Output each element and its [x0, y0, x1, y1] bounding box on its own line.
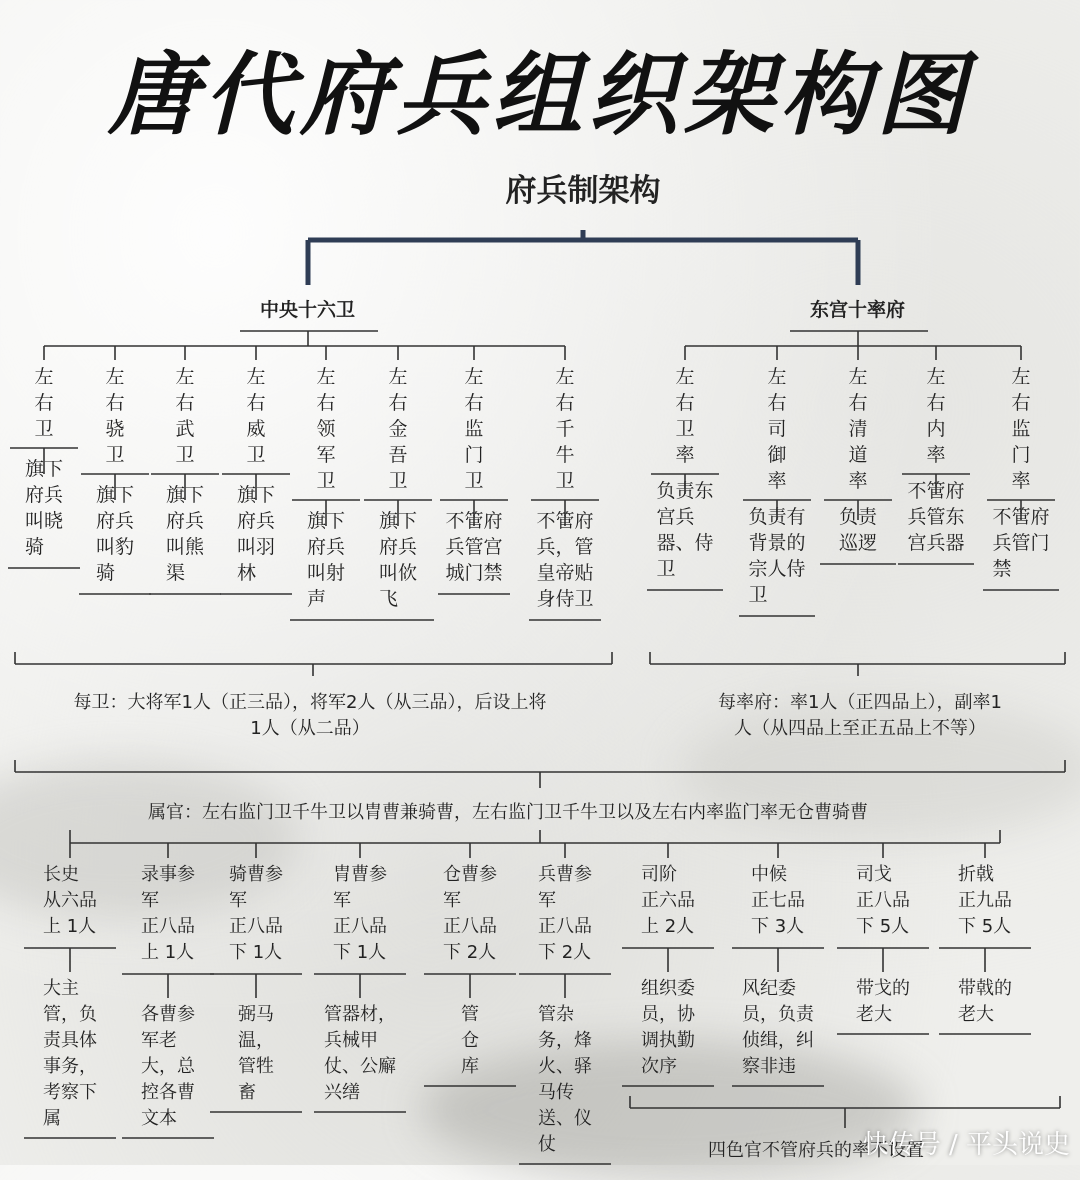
east-unit-desc: 负责 巡逻: [838, 506, 877, 554]
central-unit-name: 左 右 领 军 卫: [316, 366, 336, 492]
central-unit-name: 左 右 骁 卫: [105, 366, 125, 466]
east-unit-desc: 不管府 兵管东 宫兵器: [907, 480, 965, 554]
central-unit-desc: 旗下 府兵 叫射 声: [306, 510, 345, 610]
central-unit-desc: 不管府 兵，管 皇帝贴 身侍卫: [536, 510, 594, 610]
official-rank: 司戈 正八品 下 5人: [856, 864, 910, 937]
east-unit-desc: 负责有 背景的 宗人侍 卫: [748, 506, 806, 606]
group-east-title: 东宫十率府: [810, 299, 906, 321]
central-unit-name: 左 右 武 卫: [175, 366, 195, 466]
east-unit-name: 左 右 卫 率: [675, 366, 695, 466]
central-unit-desc: 旗下 府兵 叫熊 渠: [165, 484, 204, 584]
watermark: 快传号 / 平头说史: [862, 1130, 1070, 1160]
east-unit-name: 左 右 监 门 率: [1011, 366, 1031, 492]
official-rank: 中候 正七品 下 3人: [751, 864, 805, 937]
officials-note: 属官：左右监门卫千牛卫以胄曹兼骑曹，左右监门卫千牛卫以及左右内率监门率无仓曹骑曹: [148, 802, 868, 823]
official-duty: 管杂 务，烽 火、驿 马传 送、仪 仗: [538, 1004, 592, 1155]
central-unit-desc: 旗下 府兵 叫羽 林: [236, 484, 275, 584]
central-note: [20, 690, 600, 742]
official-duty: 管 仓 库: [461, 1004, 479, 1077]
central-unit-name: 左 右 金 吾 卫: [388, 366, 408, 492]
page-title: 唐代府兵组织架构图: [108, 42, 972, 148]
central-unit-name: 左 右 监 门 卫: [464, 366, 484, 492]
official-duty: 带戟的 老大: [958, 978, 1012, 1025]
east-note-text: 每率府：率1人（正四品上），副率1 人（从四品上至正五品上不等）: [718, 692, 1002, 739]
official-rank: 仓曹参 军 正八品 下 2人: [443, 864, 497, 963]
official-duty: 带戈的 老大: [856, 978, 910, 1025]
central-unit-desc: 旗下 府兵 叫晓 骑: [24, 458, 63, 558]
central-note-text: 每卫：大将军1人（正三品），将军2人（从三品），后设上将 1人（从二品）: [73, 692, 547, 739]
central-unit-name: 左 右 千 牛 卫: [555, 366, 575, 492]
official-rank: 折戟 正九品 下 5人: [958, 864, 1012, 937]
group-central-title: 中央十六卫: [260, 299, 356, 321]
east-unit-desc: 负责东 宫兵 器、侍 卫: [656, 480, 714, 580]
east-unit-name: 左 右 司 御 率: [767, 366, 787, 492]
official-duty: 各曹参 军老 大，总 控各曹 文本: [141, 1004, 195, 1129]
official-rank: 司阶 正六品 上 2人: [641, 864, 695, 937]
east-note: [660, 690, 1060, 742]
official-duty: 大主 管，负 责具体 事务， 考察下 属: [43, 978, 97, 1129]
official-rank: 骑曹参 军 正八品 下 1人: [229, 864, 283, 963]
east-unit-name: 左 右 内 率: [926, 366, 946, 466]
official-rank: 兵曹参 军 正八品 下 2人: [538, 864, 592, 963]
central-unit-desc: 旗下 府兵 叫豹 骑: [95, 484, 134, 584]
central-unit-desc: 不管府 兵管宫 城门禁: [445, 510, 503, 584]
central-unit-name: 左 右 威 卫: [246, 366, 266, 466]
east-unit-name: 左 右 清 道 率: [848, 366, 868, 492]
central-unit-name: 左 右 卫: [34, 366, 54, 440]
diagram-subtitle: 府兵制架构: [505, 173, 661, 209]
bottom-note: 四色官不管府兵的率不设置: [708, 1140, 924, 1161]
official-duty: 风纪委 员，负责 侦缉，纠 察非违: [742, 978, 814, 1077]
official-duty: 弼马 温， 管牲 畜: [238, 1004, 274, 1103]
east-unit-desc: 不管府 兵管门 禁: [992, 506, 1050, 580]
central-unit-desc: 旗下 府兵 叫佽 飞: [378, 510, 417, 610]
official-rank: 录事参 军 正八品 上 1人: [141, 864, 195, 963]
official-rank: 长史 从六品 上 1人: [43, 864, 97, 937]
official-rank: 胄曹参 军 正八品 下 1人: [333, 864, 387, 963]
official-duty: 组织委 员，协 调执勤 次序: [641, 978, 695, 1077]
official-duty: 管器材， 兵械甲 仗、公廨 兴缮: [324, 1004, 396, 1103]
